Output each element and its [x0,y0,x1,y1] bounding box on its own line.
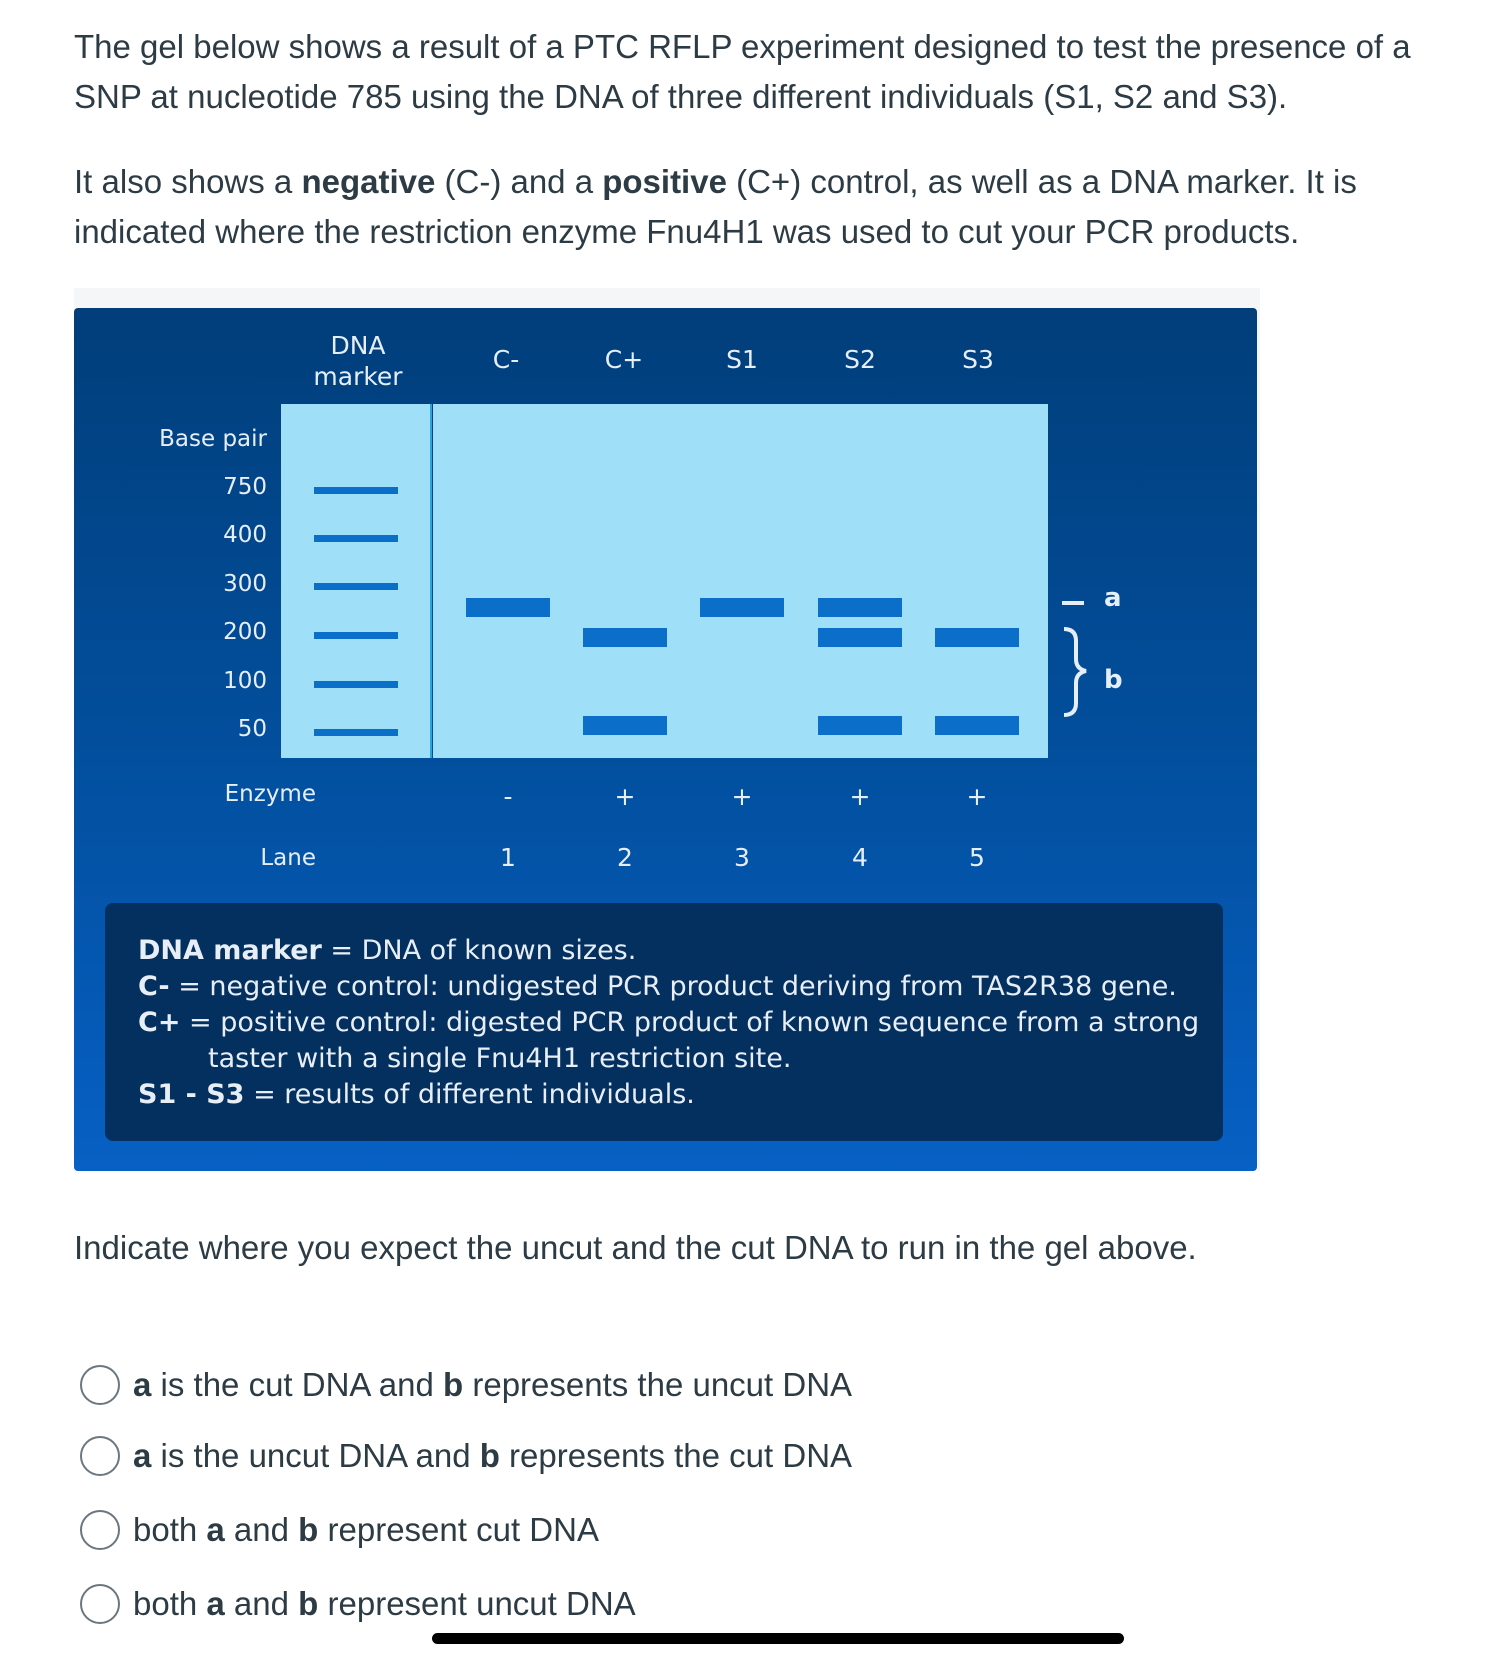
marker-header-line-2: marker [313,362,403,391]
radio-button[interactable] [80,1436,120,1476]
opt-bold: b [443,1366,464,1403]
bp-100: 100 [223,668,267,694]
base-pair-label: Base pair [159,426,267,452]
legend-desc: = DNA of known sizes. [321,935,637,966]
legend-desc: = results of different individuals. [244,1079,695,1110]
bp-50: 50 [237,716,267,742]
marker-band-400 [314,535,398,542]
lane-number-4: 4 [852,843,868,872]
legend-term: C- [138,971,170,1002]
opt-bold: b [479,1437,500,1474]
intro-paragraph-1: The gel below shows a result of a PTC RFLP experiment designed to test the presence of a SNP at nucleotide 785 using the DNA of three different individuals (S1, S2 and S3). [74,28,1411,115]
bp-200: 200 [223,619,267,645]
answer-option-1[interactable] [80,1359,1080,1411]
marker-band-300 [314,583,398,590]
label-a: a [1104,583,1122,613]
answer-option-3[interactable] [80,1504,1080,1556]
opt-text: represent cut DNA [318,1511,599,1548]
radio-button[interactable] [80,1584,120,1624]
opt-bold: a [133,1437,152,1474]
label-b: b [1104,665,1123,695]
positive-word: positive [602,163,727,200]
lane-header-s3: S3 [962,345,994,374]
opt-text: both [133,1511,207,1548]
legend-line-c-pos-cont: taster with a single Fnu4H1 restriction site. [208,1043,792,1074]
band-lane1-uncut [466,598,550,617]
enzyme-lane5: + [966,782,988,811]
band-lane5-lower [935,716,1019,735]
option-label [133,1366,852,1404]
legend-line-c-neg [138,971,1177,1002]
radio-button[interactable] [80,1510,120,1550]
enzyme-lane3: + [731,782,753,811]
band-lane4-lower [818,716,902,735]
marker-band-200 [314,632,398,639]
lane-number-3: 3 [734,843,750,872]
bp-300: 300 [223,571,267,597]
intro-text: (C-) and a [435,163,603,200]
opt-bold: a [206,1511,225,1548]
legend-line-marker [138,935,636,966]
answer-option-4[interactable] [80,1578,1080,1630]
band-lane4-upper [818,628,902,647]
lane-number-5: 5 [969,843,985,872]
negative-word: negative [301,163,436,200]
opt-bold: b [298,1585,319,1622]
bp-750: 750 [223,474,267,500]
enzyme-label: Enzyme [224,781,316,807]
enzyme-lane2: + [614,782,636,811]
marker-band-50 [314,729,398,736]
gel-divider [430,404,432,758]
opt-text: both [133,1585,207,1622]
marker-gel-area [281,404,431,758]
opt-bold: b [298,1511,319,1548]
lane-header-c-pos: C+ [604,345,644,374]
intro-text: It also shows a [74,163,302,200]
legend-desc: = positive control: digested PCR product of known sequence from a strong [180,1007,1200,1038]
intro-text: (C+) control, as well as a DNA marker. It is indicated where the restriction enzyme Fnu4H1 was used to cut your PCR products. [74,163,1357,250]
option-label [133,1437,852,1475]
band-lane5-upper [935,628,1019,647]
intro-paragraph-2 [74,157,1474,257]
b-brace-icon [1064,629,1086,715]
question-text: Indicate where you expect the uncut and the cut DNA to run in the gel above. [74,1229,1197,1266]
opt-text: is the uncut DNA and [151,1437,480,1474]
band-lane2-upper [583,628,667,647]
opt-text: represents the cut DNA [499,1437,853,1474]
bp-400: 400 [223,522,267,548]
option-label [133,1585,636,1623]
gel-legend [105,903,1223,1141]
enzyme-lane4: + [849,782,871,811]
band-lane4-uncut [818,598,902,617]
lane-header-s1: S1 [726,345,758,374]
enzyme-lane1: - [503,782,513,811]
opt-bold: a [133,1366,152,1403]
legend-line-c-pos [138,1007,1199,1038]
lane-header-c-neg: C- [492,345,520,374]
opt-text: represents the uncut DNA [463,1366,853,1403]
legend-desc: = negative control: undigested PCR product deriving from TAS2R38 gene. [169,971,1177,1002]
opt-bold: a [206,1585,225,1622]
marker-band-750 [314,487,398,494]
lane-header-s2: S2 [844,345,876,374]
scrollbar[interactable] [432,1633,1124,1644]
lane-number-1: 1 [500,843,516,872]
opt-text: is the cut DNA and [151,1366,444,1403]
radio-button[interactable] [80,1365,120,1405]
legend-line-samples [138,1079,695,1110]
opt-text: and [224,1585,299,1622]
lane-number-2: 2 [617,843,633,872]
opt-text: and [224,1511,299,1548]
sample-gel-area [433,404,1048,758]
answer-option-2[interactable] [80,1430,1080,1482]
band-lane3-uncut [700,598,784,617]
opt-text: represent uncut DNA [318,1585,636,1622]
lane-label: Lane [260,845,316,871]
band-lane2-lower [583,716,667,735]
legend-term: S1 - S3 [138,1079,245,1110]
marker-header-line-1: DNA [330,331,386,360]
legend-term: DNA marker [138,935,322,966]
option-label [133,1511,599,1549]
legend-term: C+ [138,1007,181,1038]
marker-band-100 [314,681,398,688]
